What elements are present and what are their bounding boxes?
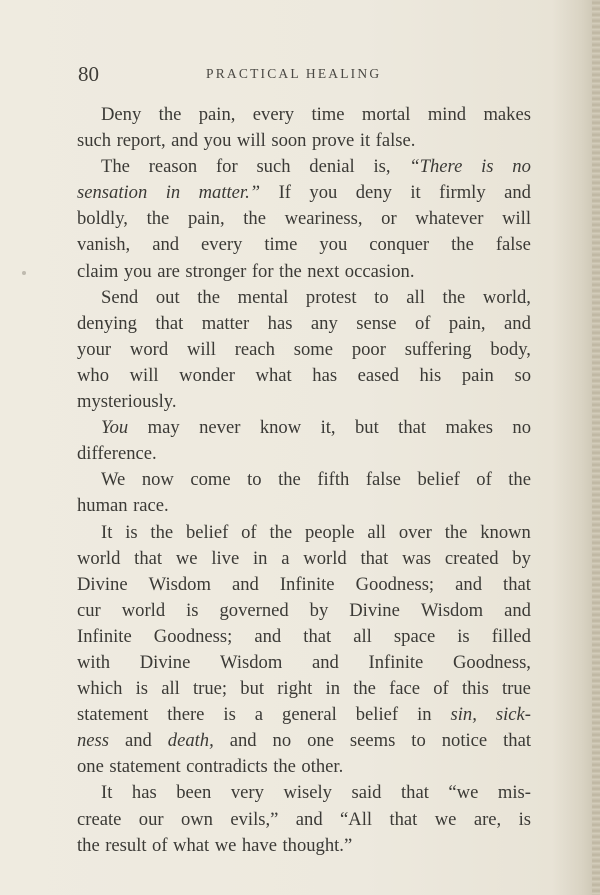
word: that (134, 547, 163, 569)
word: race. (133, 495, 169, 517)
word: known (480, 521, 531, 543)
word: and (455, 573, 482, 595)
word: It (101, 521, 113, 543)
word: true; (193, 678, 228, 700)
word: mysteriously. (77, 391, 177, 413)
word: wisely (283, 782, 332, 804)
word: has (312, 364, 338, 386)
word: result (105, 834, 147, 856)
word: what (173, 834, 210, 856)
text-line (77, 441, 531, 467)
word: statement (77, 704, 149, 726)
word: one (77, 756, 104, 778)
word: and (504, 312, 531, 334)
word: no (512, 156, 531, 178)
word: pain, (198, 104, 236, 125)
word: out (155, 286, 180, 308)
word: very (230, 782, 264, 804)
word: the (353, 678, 376, 700)
text-line (77, 833, 531, 859)
word: Infinite (368, 651, 424, 673)
word: “we (448, 782, 479, 804)
word: that (503, 730, 531, 752)
text-line (77, 363, 531, 389)
word: notice (441, 730, 488, 752)
word: but (240, 678, 265, 700)
word: Infinite (77, 625, 132, 647)
word: governed (219, 599, 289, 621)
word: of (433, 678, 449, 700)
word: in (417, 704, 432, 726)
text-line (77, 180, 531, 206)
word: the (146, 208, 170, 230)
word: the (158, 104, 182, 125)
page-number: 80 (78, 62, 99, 86)
word: It (101, 782, 113, 804)
text-line (77, 807, 531, 833)
word: time (311, 104, 345, 125)
word: general (282, 704, 337, 726)
word: the (508, 469, 531, 491)
text-line (77, 128, 531, 154)
body-text (77, 102, 531, 859)
word: “There (409, 156, 463, 178)
word: such (77, 130, 112, 152)
word: filled (491, 625, 531, 647)
word: evils,” (230, 808, 279, 830)
word: eased (357, 364, 399, 386)
word: it (410, 182, 421, 204)
text-line (77, 598, 531, 624)
word: occasion. (344, 260, 415, 282)
word: this (461, 678, 489, 700)
word: suffering (404, 338, 472, 360)
word: to (411, 730, 426, 752)
word: sick- (495, 704, 531, 726)
word: and (229, 730, 257, 752)
word: denial (309, 156, 355, 178)
word: and (152, 234, 180, 256)
word: Infinite (279, 573, 335, 595)
word: no (272, 730, 292, 752)
text-line (77, 311, 531, 337)
word: belief (185, 521, 229, 543)
word: is, (373, 156, 391, 178)
word: and (254, 625, 282, 647)
page-header (78, 62, 530, 86)
word: all (161, 678, 180, 700)
word: makes (483, 104, 531, 125)
word: for (251, 260, 274, 282)
word: will (129, 364, 159, 386)
word: live (211, 547, 240, 569)
word: never (199, 417, 241, 439)
word: the (451, 234, 474, 256)
word: belief (417, 469, 460, 491)
word: or (381, 208, 397, 230)
word: mental (237, 286, 289, 308)
word: reason (148, 156, 198, 178)
word: will (186, 338, 216, 360)
text-line (77, 650, 531, 676)
word: pain, (187, 208, 225, 230)
word: of (476, 469, 492, 491)
word: own (180, 808, 213, 830)
word: cur (77, 599, 101, 621)
word: thought.” (282, 834, 353, 856)
word: matter.” (198, 182, 261, 204)
word: have (241, 834, 277, 856)
word: so (514, 364, 531, 386)
word: is (518, 808, 531, 830)
word: but (354, 417, 379, 439)
word: the (77, 834, 100, 856)
text-line (77, 467, 531, 493)
word: you (123, 260, 152, 282)
word: Deny (101, 104, 142, 125)
text-line (77, 285, 531, 311)
word: what (255, 364, 292, 386)
word: false (365, 469, 401, 491)
word: Divine (77, 573, 128, 595)
word: a (254, 704, 264, 726)
word: seems (349, 730, 396, 752)
text-line (77, 389, 531, 415)
word: now (141, 469, 174, 491)
word: and (504, 599, 531, 621)
word: world (303, 547, 347, 569)
word: Divine (139, 651, 191, 673)
word: we (175, 547, 198, 569)
word: has (131, 782, 157, 804)
word: We (101, 469, 126, 491)
word: is (135, 678, 149, 700)
word: we (434, 808, 457, 830)
word: is (223, 704, 236, 726)
word: The (101, 156, 130, 178)
word: prove (311, 130, 355, 152)
word: conquer (369, 234, 430, 256)
word: face (389, 678, 421, 700)
word: soon (271, 130, 307, 152)
word: in (165, 182, 181, 204)
word: makes (445, 417, 493, 439)
word: his (419, 364, 442, 386)
word: been (176, 782, 212, 804)
word: and (124, 730, 152, 752)
word: Goodness, (452, 651, 531, 673)
word: world (121, 599, 166, 621)
word: deny (355, 182, 392, 204)
word: Wisdom (148, 573, 211, 595)
word: is (186, 599, 199, 621)
word: the (269, 521, 293, 543)
word: word (129, 338, 169, 360)
word: and (231, 573, 259, 595)
word: false (495, 234, 531, 256)
word: all (367, 521, 386, 543)
word: right (277, 678, 313, 700)
word: of (241, 521, 257, 543)
text-line (77, 546, 531, 572)
word: report, (116, 130, 166, 152)
text-line (77, 572, 531, 598)
word: that (503, 573, 531, 595)
paper-speck (22, 271, 26, 275)
word: sin, (450, 704, 477, 726)
text-line (77, 102, 531, 128)
word: vanish, (77, 234, 131, 256)
word: the (273, 756, 296, 778)
word: was (402, 547, 432, 569)
word: that (155, 312, 184, 334)
word: we (214, 834, 237, 856)
text-line (77, 780, 531, 806)
word: boldly, (77, 208, 128, 230)
word: is (481, 156, 494, 178)
word: belief (355, 704, 399, 726)
text-line (77, 702, 531, 728)
word: that (389, 808, 418, 830)
text-line (77, 676, 531, 702)
word: some (293, 338, 333, 360)
word: mortal (361, 104, 411, 125)
word: that (360, 547, 389, 569)
word: denying (77, 312, 137, 334)
text-line (77, 206, 531, 232)
word: create (77, 808, 122, 830)
word: statement (109, 756, 181, 778)
word: the (278, 469, 301, 491)
word: mis- (497, 782, 531, 804)
word: is (457, 625, 470, 647)
word: reach (234, 338, 275, 360)
text-line (77, 754, 531, 780)
word: the (279, 260, 302, 282)
word: of (414, 312, 431, 334)
word: every (252, 104, 295, 125)
word: time (264, 234, 298, 256)
word: has (267, 312, 293, 334)
word: to (247, 469, 262, 491)
word: next (307, 260, 340, 282)
word: Goodness; (355, 573, 435, 595)
word: to (374, 286, 389, 308)
word: and (171, 130, 198, 152)
word: will (236, 130, 266, 152)
word: for (215, 156, 238, 178)
word: you (203, 130, 232, 152)
text-line (77, 337, 531, 363)
word: difference. (77, 443, 157, 465)
word: it (359, 130, 371, 152)
text-line (77, 259, 531, 285)
word: the (150, 521, 174, 543)
word: and (312, 651, 339, 673)
word: of (152, 834, 168, 856)
word: you (309, 182, 338, 204)
word: every (201, 234, 243, 256)
running-title: PRACTICAL HEALING (206, 66, 382, 81)
text-line (77, 154, 531, 180)
word: the (444, 521, 468, 543)
word: death, (167, 730, 214, 752)
word: people (305, 521, 355, 543)
word: wonder (179, 364, 235, 386)
word: over (398, 521, 432, 543)
word: the (442, 286, 466, 308)
word: come (190, 469, 231, 491)
word: human (77, 495, 128, 517)
word: claim (77, 260, 119, 282)
word: there (167, 704, 205, 726)
word: it, (320, 417, 336, 439)
text-line (77, 415, 531, 441)
page-edge (592, 0, 600, 895)
word: protest (305, 286, 357, 308)
word: pain (461, 364, 494, 386)
word: by (512, 547, 531, 569)
word: that (303, 625, 332, 647)
word: world, (482, 286, 531, 308)
word: are, (473, 808, 502, 830)
word: sensation (77, 182, 148, 204)
word: other. (301, 756, 344, 778)
word: and (295, 808, 323, 830)
word: who (77, 364, 110, 386)
word: body, (490, 338, 531, 360)
word: stronger (185, 260, 247, 282)
word: all (406, 286, 425, 308)
word: any (310, 312, 338, 334)
word: all (353, 625, 372, 647)
word: “All (340, 808, 373, 830)
word: no (512, 417, 531, 439)
word: sense (356, 312, 397, 334)
word: will (502, 208, 531, 230)
word: weariness, (284, 208, 363, 230)
word: that (401, 782, 429, 804)
word: You (101, 417, 129, 439)
word: mind (427, 104, 467, 125)
word: firmly (439, 182, 486, 204)
text-line (77, 493, 531, 519)
word: in (252, 547, 268, 569)
word: pain, (448, 312, 486, 334)
word: matter (201, 312, 250, 334)
word: that (398, 417, 427, 439)
word: the (197, 286, 220, 308)
word: space (393, 625, 436, 647)
word: Send (101, 286, 139, 308)
word: by (309, 599, 329, 621)
text-line (77, 728, 531, 754)
word: ness (77, 730, 110, 752)
word: whatever (415, 208, 484, 230)
word: If (278, 182, 291, 204)
word: know (259, 417, 302, 439)
word: you (319, 234, 348, 256)
text-line (77, 232, 531, 258)
word: said (351, 782, 382, 804)
text-line (77, 624, 531, 650)
word: poor (351, 338, 386, 360)
word: Divine (349, 599, 400, 621)
word: Wisdom (420, 599, 484, 621)
word: are (157, 260, 180, 282)
word: one (307, 730, 334, 752)
word: which (77, 678, 123, 700)
word: may (147, 417, 180, 439)
word: in (325, 678, 341, 700)
word: a (281, 547, 290, 569)
text-line (77, 520, 531, 546)
word: false. (375, 130, 416, 152)
word: is (125, 521, 138, 543)
word: our (138, 808, 164, 830)
word: fifth (317, 469, 350, 491)
word: and (504, 182, 531, 204)
word: such (256, 156, 291, 178)
word: world (77, 547, 121, 569)
word: contradicts (186, 756, 268, 778)
word: the (243, 208, 266, 230)
word: created (444, 547, 499, 569)
word: Goodness; (153, 625, 233, 647)
word: true (502, 678, 531, 700)
word: your (77, 338, 112, 360)
word: with (77, 651, 111, 673)
word: Wisdom (220, 651, 283, 673)
